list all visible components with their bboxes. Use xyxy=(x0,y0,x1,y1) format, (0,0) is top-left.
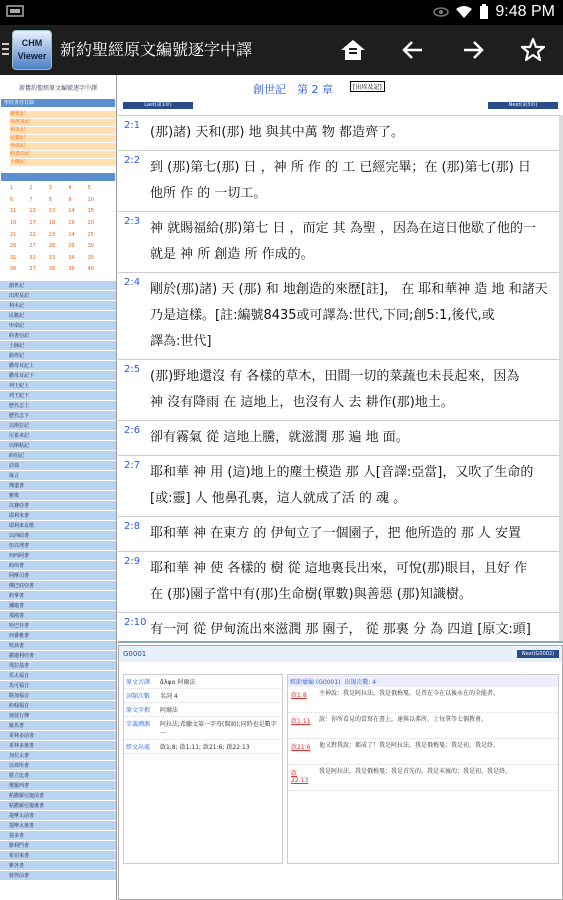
book-list-item[interactable]: 希伯來書 xyxy=(0,851,116,861)
concordance-text: 我是阿拉法，我是俄梅戛；我是首先的，我是末後的；我是初，我是終。 xyxy=(319,768,512,775)
chapter-number-link[interactable]: 31 xyxy=(10,254,17,261)
chapter-number-link[interactable]: 35 xyxy=(87,254,94,261)
concordance-title xyxy=(288,675,558,687)
book-list-item[interactable]: 雅歌 xyxy=(0,491,116,501)
lexicon-field xyxy=(124,740,282,754)
concordance-reference-link[interactable]: 啟1:11 xyxy=(291,718,311,725)
lexicon-field-value: 名詞 4 xyxy=(160,693,178,700)
book-list-item[interactable]: 士師記 xyxy=(0,341,116,351)
chapter-number-link[interactable]: 17 xyxy=(29,219,36,226)
lexicon-concordance xyxy=(287,674,559,864)
lexicon-next-link[interactable]: Next(G0002) xyxy=(517,650,559,658)
book-list-item[interactable]: 西番雅書 xyxy=(0,631,116,641)
book-list-item[interactable]: 民數記 xyxy=(0,311,116,321)
notification-icon xyxy=(6,4,24,18)
book-list-item[interactable]: 約拿書 xyxy=(0,591,116,601)
book-list-item[interactable]: 哥林多後書 xyxy=(0,741,116,751)
verse-number[interactable]: 2:7 xyxy=(124,460,141,471)
book-list-item[interactable]: 但以理書 xyxy=(0,541,116,551)
book-shortcut[interactable]: 申命記 xyxy=(10,143,116,150)
book-list-item[interactable]: 歷代志下 xyxy=(0,411,116,421)
book-list-item[interactable]: 羅馬書 xyxy=(0,721,116,731)
scrollbar[interactable] xyxy=(559,115,563,643)
verse-text-line[interactable]: 耶和華 神 在東方 的 伊甸立了一個園子，把 他所造的 那 人 安置 xyxy=(150,526,522,541)
battery-icon xyxy=(479,4,489,20)
next-book-link[interactable]: [出埃及記] xyxy=(350,81,385,92)
concordance-row xyxy=(288,713,558,739)
chapter-number-grid xyxy=(0,181,116,281)
book-shortcut[interactable]: 約書亞記 xyxy=(10,151,116,158)
book-list-item[interactable]: 何西阿書 xyxy=(0,551,116,561)
chapter-number-link[interactable]: 33 xyxy=(48,254,56,261)
prev-chapter-link[interactable]: Last(第1章) xyxy=(123,102,193,109)
concordance-row xyxy=(288,765,558,791)
book-list-item[interactable]: 以斯帖記 xyxy=(0,441,116,451)
lexicon-field-label: 原文字根 xyxy=(126,707,151,714)
book-list-item[interactable]: 尼希米記 xyxy=(0,431,116,441)
verse-list xyxy=(118,115,563,643)
verse-text-line[interactable]: 他所 作 的 一切工。 xyxy=(150,186,267,201)
lexicon-field-value: 阿拉法;希臘文第一字母(開頭);同時也是數字一 xyxy=(160,721,277,737)
book-list-item[interactable]: 約珥書 xyxy=(0,561,116,571)
back-button[interactable] xyxy=(393,33,433,67)
verse-text-line[interactable]: 耶和華 神 使 各樣的 樹 從 這地裏長出來，可悅(那)眼目，且好 作 xyxy=(150,561,528,576)
concordance-count: 出現次數: 4 xyxy=(344,679,377,686)
chapter-number-link[interactable]: 5 xyxy=(87,185,91,191)
book-list-item[interactable]: 歷代志上 xyxy=(0,401,116,411)
concordance-reference-link[interactable]: 啟1:8 xyxy=(291,692,307,699)
next-chapter-link[interactable]: Next(第3章) xyxy=(488,102,558,109)
app-icon[interactable]: CHM Viewer xyxy=(12,30,52,70)
chapter-number-link[interactable]: 36 xyxy=(10,266,17,273)
lexicon-code: G0001 xyxy=(123,650,147,658)
status-bar xyxy=(0,0,563,25)
verse-row xyxy=(118,359,563,420)
book-list-item[interactable]: 俄巴底亞書 xyxy=(0,581,116,591)
concordance-list xyxy=(288,687,558,791)
book-list-item[interactable]: 腓立比書 xyxy=(0,771,116,781)
book-list-item[interactable]: 約翰福音 xyxy=(0,701,116,711)
verse-text-line[interactable]: 神 就賜福給(那)第七 日 ，而定 其 為聖 ，因為在這日他歇了他的一 xyxy=(150,221,536,236)
book-list-item[interactable]: 創世記 xyxy=(0,281,116,291)
book-list-item[interactable]: 帖撒羅尼迦後書 xyxy=(0,801,116,811)
verse-text-line[interactable]: 就是 神 所 創造 所 作成的。 xyxy=(150,247,314,262)
chapter-number-link[interactable]: 13 xyxy=(48,208,56,215)
chapter-number-link[interactable]: 21 xyxy=(10,231,17,238)
book-list-item[interactable]: 列王紀下 xyxy=(0,391,116,401)
chapter-number-link[interactable]: 16 xyxy=(10,219,17,226)
chapter-number-link[interactable]: 4 xyxy=(68,185,72,191)
chapter-number-link[interactable]: 3 xyxy=(48,185,52,191)
chapter-number-link[interactable]: 7 xyxy=(29,196,33,203)
chapter-title: 創世記 第 2 章 xyxy=(253,83,333,96)
chapter-number-link[interactable]: 2 xyxy=(29,185,33,191)
chapter-number-link[interactable]: 30 xyxy=(87,243,94,250)
chapter-number-link[interactable]: 25 xyxy=(87,231,94,238)
nav-heading: 新舊約聖經原文編號逐字中譯 xyxy=(18,85,97,92)
book-shortcut-list xyxy=(0,107,116,173)
verse-row xyxy=(118,455,563,516)
chapter-number-link[interactable]: 23 xyxy=(48,231,56,238)
verse-number[interactable]: 2:6 xyxy=(124,425,141,436)
book-list-item[interactable]: 約書亞記 xyxy=(0,331,116,341)
action-bar xyxy=(0,25,563,75)
lexicon-field-label: 經文出處 xyxy=(126,744,151,751)
clock: 9:48 PM xyxy=(495,3,555,20)
star-icon xyxy=(520,37,546,63)
book-list-item[interactable]: 彌迦書 xyxy=(0,601,116,611)
chapter-number-link[interactable]: 6 xyxy=(10,196,14,203)
verse-text-line[interactable]: 卻有霧氣 從 這地上騰，就滋潤 那 遍 地 面。 xyxy=(150,430,409,445)
lexicon-field-label: 詞類次數 xyxy=(126,693,151,700)
verse-text-line[interactable]: 在 (那)園子當中有(那)生命樹(單數)與善惡 (那)知識樹。 xyxy=(150,587,472,602)
verse-row xyxy=(118,115,563,150)
chapter-number-link[interactable]: 38 xyxy=(48,266,56,273)
chapter-number-link[interactable]: 26 xyxy=(10,243,17,250)
verse-text-line[interactable]: (那)野地還沒 有 各樣的草木，田間一切的菜蔬也未長起來，因為 xyxy=(150,369,520,384)
concordance-text: 主神說：我是阿拉法，我是俄梅戛，是昔在今在以後永在的全能者。 xyxy=(319,690,500,697)
book-list-item[interactable]: 撒母耳記下 xyxy=(0,371,116,381)
book-list-item[interactable]: 路得記 xyxy=(0,351,116,361)
book-list xyxy=(0,281,116,881)
book-list-item[interactable]: 傳道書 xyxy=(0,481,116,491)
book-list-item[interactable]: 馬可福音 xyxy=(0,681,116,691)
chapter-number-link[interactable]: 18 xyxy=(48,219,56,226)
verse-number[interactable]: 2:3 xyxy=(124,216,141,227)
chapter-number-link[interactable]: 20 xyxy=(87,219,94,226)
wifi-icon xyxy=(455,5,473,19)
book-list-item[interactable]: 列王紀上 xyxy=(0,381,116,391)
book-list-item[interactable]: 馬太福音 xyxy=(0,671,116,681)
chapter-number-link[interactable]: 39 xyxy=(68,266,75,273)
book-list-item[interactable]: 提摩太前書 xyxy=(0,811,116,821)
chapter-number-link[interactable]: 29 xyxy=(68,243,75,250)
book-list-item[interactable]: 撒母耳記上 xyxy=(0,361,116,371)
book-list-item[interactable]: 申命記 xyxy=(0,321,116,331)
book-list-item[interactable]: 哥林多前書 xyxy=(0,731,116,741)
forward-button[interactable] xyxy=(453,33,493,67)
lexicon-header xyxy=(119,646,562,662)
chapter-header xyxy=(118,75,563,115)
concordance-text: 他又對我說：都成了！我是阿拉法，我是俄梅戛；我是初，我是終。 xyxy=(319,742,500,749)
book-list-item[interactable]: 提摩太後書 xyxy=(0,821,116,831)
book-list-item[interactable]: 彼得前書 xyxy=(0,871,116,881)
chapter-number-link[interactable]: 14 xyxy=(68,208,75,215)
chapter-number-link[interactable]: 27 xyxy=(29,243,36,250)
concordance-reference-link[interactable]: 啟22:13 xyxy=(291,770,309,784)
book-shortcut[interactable]: 民數記 xyxy=(10,135,116,142)
book-list-item[interactable]: 耶利米哀歌 xyxy=(0,521,116,531)
verse-row xyxy=(118,612,563,643)
verse-text-line[interactable]: 譯為:世代] xyxy=(150,334,212,349)
lexicon-field xyxy=(124,675,282,689)
book-list-item[interactable]: 加拉太書 xyxy=(0,751,116,761)
lexicon-field-label: 原文音譯 xyxy=(126,679,151,686)
verse-number[interactable]: 2:1 xyxy=(124,120,141,131)
lexicon-field-value: ἄλφα 阿爾法 xyxy=(160,679,196,686)
book-list-item[interactable]: 撒迦利亞書 xyxy=(0,651,116,661)
verse-text-line[interactable]: 乃是這樣。[註:編號8435或可譯為:世代,下同;創5:1,後代,或 xyxy=(150,308,495,323)
verse-number[interactable]: 2:9 xyxy=(124,556,141,567)
verse-number[interactable]: 2:2 xyxy=(124,155,141,166)
chapter-number-link[interactable]: 24 xyxy=(68,231,75,238)
book-list-item[interactable]: 瑪拉基書 xyxy=(0,661,116,671)
concordance-heading: 經節彙編 (G0001) xyxy=(290,679,341,686)
home-icon xyxy=(340,39,366,61)
chapter-number-link[interactable]: 9 xyxy=(68,196,72,203)
lexicon-field xyxy=(124,703,282,717)
nav-band: 聖經書卷目錄 xyxy=(1,99,115,107)
chapter-number-link[interactable]: 1 xyxy=(10,185,14,191)
eye-icon xyxy=(433,6,449,18)
verse-text-line[interactable]: (那)諸) 天和(那) 地 與其中萬 物 都造齊了。 xyxy=(150,125,405,140)
verse-row xyxy=(118,211,563,272)
chapter-number-link[interactable]: 32 xyxy=(29,254,36,261)
book-list-item[interactable]: 利未記 xyxy=(0,301,116,311)
book-shortcut[interactable]: 出埃及記 xyxy=(10,119,116,126)
book-list-item[interactable]: 使徒行傳 xyxy=(0,711,116,721)
lexicon-panel xyxy=(118,645,563,900)
book-list-item[interactable]: 歌羅西書 xyxy=(0,781,116,791)
book-list-item[interactable]: 以斯拉記 xyxy=(0,421,116,431)
verse-row xyxy=(118,150,563,211)
book-shortcut[interactable]: 士師記 xyxy=(10,159,116,166)
arrow-left-icon xyxy=(402,40,424,60)
verse-row xyxy=(118,551,563,612)
verse-number[interactable]: 2:8 xyxy=(124,521,141,532)
verse-text-line[interactable]: 耶和華 神 用 (這)地上的塵土模造 那 人[音譯:亞當]，又吹了生命的 xyxy=(150,465,534,480)
book-list-item[interactable]: 以弗所書 xyxy=(0,761,116,771)
verse-number[interactable]: 2:5 xyxy=(124,364,141,375)
concordance-reference-link[interactable]: 啟21:6 xyxy=(291,744,311,751)
chapter-number-link[interactable]: 28 xyxy=(48,243,56,250)
verse-number[interactable]: 2:10 xyxy=(124,617,147,628)
chapter-number-link[interactable]: 19 xyxy=(68,219,75,226)
chapter-band xyxy=(1,173,115,181)
verse-text-line[interactable]: 有一河 從 伊甸流出來滋潤 那 園子， 從 那裏 分 為 四道 [原文:頭] xyxy=(150,622,531,637)
book-list-item[interactable]: 約伯記 xyxy=(0,451,116,461)
book-list-item[interactable]: 以西結書 xyxy=(0,531,116,541)
chapter-number-link[interactable]: 22 xyxy=(29,231,36,238)
concordance-row xyxy=(288,687,558,713)
chapter-number-link[interactable]: 8 xyxy=(48,196,52,203)
book-list-item[interactable]: 哈該書 xyxy=(0,641,116,651)
verse-text-line[interactable]: 神 沒有降雨 在 這地上，也沒有人 去 耕作(那)地土。 xyxy=(150,395,454,410)
verse-row xyxy=(118,516,563,551)
book-list-item[interactable]: 那鴻書 xyxy=(0,611,116,621)
lexicon-field-value: 啟1:8; 啟1:11; 啟21:6; 啟22:13 xyxy=(160,744,250,751)
chapter-number-link[interactable]: 34 xyxy=(68,254,75,261)
verse-text-line[interactable]: 剛於(那)諸) 天 (那) 和 地創造的來歷[註]， 在 耶和華神 造 地 和諸天 xyxy=(150,282,548,297)
concordance-text: 說：你所看見的當寫在書上，達與以弗所、士每拿等七個教會。 xyxy=(319,716,488,723)
book-list-item[interactable]: 腓利門書 xyxy=(0,841,116,851)
book-list-item[interactable]: 以賽亞書 xyxy=(0,501,116,511)
book-shortcut[interactable]: 創世記 xyxy=(10,111,116,118)
chapter-content xyxy=(118,75,563,643)
book-list-item[interactable]: 耶利米書 xyxy=(0,511,116,521)
lexicon-field xyxy=(124,717,282,740)
book-list-item[interactable]: 哈巴谷書 xyxy=(0,621,116,631)
status-icons xyxy=(433,3,555,21)
lexicon-entry xyxy=(123,674,283,864)
book-navigation xyxy=(0,75,117,900)
verse-number[interactable]: 2:4 xyxy=(124,277,141,288)
bookmark-button[interactable] xyxy=(513,33,553,67)
app-title: 新約聖經原文編號逐字中譯 xyxy=(60,40,253,59)
verse-row xyxy=(118,420,563,455)
book-list-item[interactable]: 阿摩司書 xyxy=(0,571,116,581)
chapter-number-link[interactable]: 40 xyxy=(87,266,94,273)
home-button[interactable] xyxy=(333,33,373,67)
book-list-item[interactable]: 提多書 xyxy=(0,831,116,841)
chapter-number-link[interactable]: 37 xyxy=(29,266,36,273)
arrow-right-icon xyxy=(462,40,484,60)
chapter-number-link[interactable]: 15 xyxy=(87,208,94,215)
chapter-number-link[interactable]: 12 xyxy=(29,208,36,215)
lexicon-field-value: 阿爾法 xyxy=(160,707,179,714)
chapter-number-link[interactable]: 11 xyxy=(10,208,17,215)
verse-text-line[interactable]: 到 (那)第七(那) 日 ，神 所 作 的 工 已經完畢；在 (那)第七(那) 日 xyxy=(150,160,531,175)
book-list-item[interactable]: 出埃及記 xyxy=(0,291,116,301)
book-list-item[interactable]: 路加福音 xyxy=(0,691,116,701)
verse-row xyxy=(118,272,563,359)
book-list-item[interactable]: 詩篇 xyxy=(0,461,116,471)
verse-text-line[interactable]: [或:靈] 人 他鼻孔裏，這人就成了活 的 魂 。 xyxy=(150,491,407,506)
book-list-item[interactable]: 箴言 xyxy=(0,471,116,481)
book-shortcut[interactable]: 利未記 xyxy=(10,127,116,134)
book-list-item[interactable]: 帖撒羅尼迦前書 xyxy=(0,791,116,801)
drawer-indicator-icon[interactable] xyxy=(2,41,10,57)
chapter-number-link[interactable]: 10 xyxy=(87,196,94,203)
book-list-item[interactable]: 雅各書 xyxy=(0,861,116,871)
concordance-row xyxy=(288,739,558,765)
lexicon-field xyxy=(124,689,282,703)
lexicon-field-label: 字義溯源 xyxy=(126,721,151,728)
